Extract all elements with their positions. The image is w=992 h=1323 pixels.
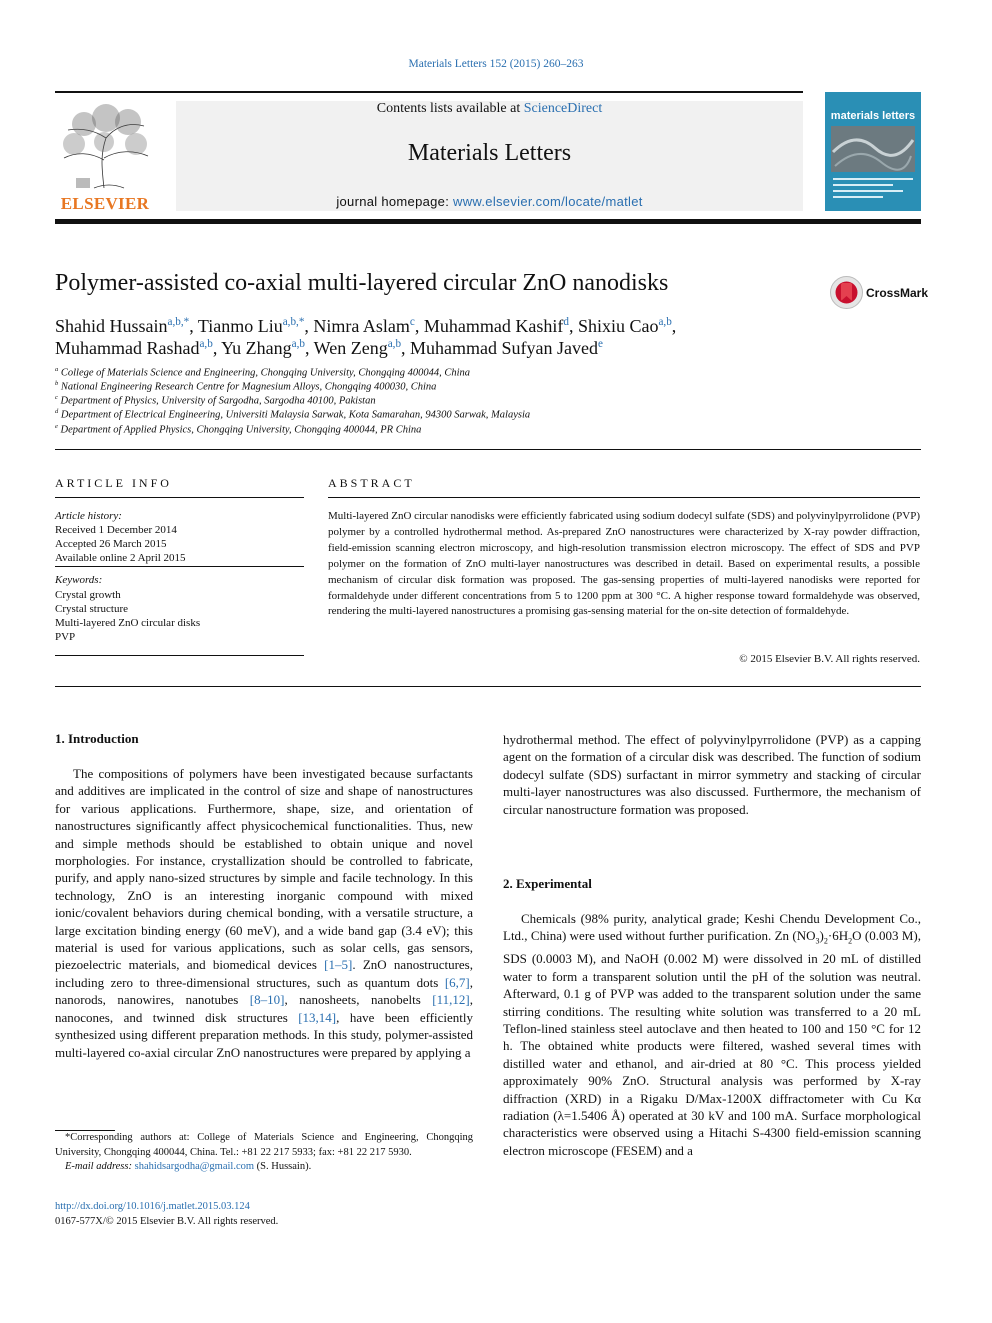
abstract-text: Multi-layered ZnO circular nanodisks were efficiently fabricated using sodium dodecyl sulfate (SDS) and polyvinylpyrrolidone (PVP) polymer by a controlled hydrothermal method. As-prepared ZnO nanostructures were characterized by X-ray powder diffraction, field-emission scanning electron microscopy, and high-resolution transmission electron microscopy. The effect of SDS and PVP polymer on the formation of ZnO multi-layer nanostructures was described in detail. Based on experimental results, a possible mechanism of circular disk formation was proposed. The gas-sensing properties of multi-layered nanodisks were reported for formaldehyde under different concentrations from 5 to 1200 ppm at 300 °C. A higher response toward formaldehyde was observed, rendering the multi-layered nanostructures a promising gas-sensing material for the on-site detection of formaldehyde. <box>328 510 920 618</box>
affiliation-text: National Engineering Research Centre for Magnesium Alloys, Chongqing 400030, China <box>60 381 437 393</box>
subscript: 2 <box>823 937 828 946</box>
experimental-paragraph <box>503 910 921 1159</box>
affiliation-text: College of Materials Science and Engineering, Chongqing University, Chongqing 400044, China <box>60 367 471 379</box>
author-affil-marks[interactable]: a,b <box>199 338 213 350</box>
keyword: Crystal structure <box>55 603 129 615</box>
header-heavy-rule <box>55 219 921 224</box>
contents-prefix: Contents lists available at <box>376 101 524 116</box>
text-run: The compositions of polymers have been investigated because surfactants and additives are implicated in the control of size and shape of nanostructures for various applications. Furthermore, shape, size, and orientation of nanostructures significantly affect physicochemical functionalities. Thus, new and simple methods should be established to obtain unique and novel morphologies. For instance, crystallization should be controlled to fabricate, purify, and apply nano-sized structures by simple and facile technology. In this technology, ZnO is an interesting inorganic compound with mixed ionic/covalent behaviors during chemical bonding, with a versatile structure, a large excitation binding energy (60 meV), and a wide band gap (3.4 eV); this material is used for various applications, such as solar cells, gas sensors, piezoelectric materials, and biomedical devices <box>55 766 473 973</box>
author-name: Yu Zhang <box>221 338 292 358</box>
author-separator: , <box>304 338 314 358</box>
intro-paragraph <box>55 765 473 1061</box>
affiliation-mark: d <box>55 408 59 415</box>
author-affil-marks[interactable]: d <box>563 316 569 328</box>
affiliation-mark: a <box>55 366 59 373</box>
header-top-rule <box>55 91 803 93</box>
received-date: Received 1 December 2014 <box>55 524 177 536</box>
corresponding-author-footnote <box>55 1131 473 1175</box>
journal-citation[interactable]: Materials Letters 152 (2015) 260–263 <box>408 58 584 70</box>
abstract-rule <box>328 497 920 498</box>
author-name: Nimra Aslam <box>313 316 410 336</box>
article-info-heading: ARTICLE INFO <box>55 476 172 490</box>
affiliation-e <box>55 423 421 436</box>
author-name: Muhammad Sufyan Javed <box>410 338 598 358</box>
author-name: Tianmo Liu <box>197 316 283 336</box>
text-run: . ZnO nanostructures, including zero to three-dimensional structures, such as quantum dots <box>55 957 473 990</box>
author-separator: , <box>212 338 222 358</box>
article-info-rule <box>55 497 304 498</box>
author-name: Shahid Hussain <box>55 316 168 336</box>
citation-link[interactable]: [13,14] <box>298 1009 337 1025</box>
text-run: , nanosheets, nanobelts <box>284 992 433 1008</box>
accepted-date: Accepted 26 March 2015 <box>55 538 167 550</box>
journal-homepage-line <box>176 194 803 209</box>
section-rule <box>55 686 921 687</box>
text-run: , have been efficiently synthesized using different preparation methods. In this study, polymer-assisted multi-layered co-axial circular ZnO nanostructures were prepared by applying a <box>55 1009 473 1060</box>
online-date: Available online 2 April 2015 <box>55 552 186 564</box>
keywords-label: Keywords: <box>55 574 103 586</box>
citation-link[interactable]: [8–10] <box>249 992 285 1008</box>
article-info-divider <box>55 566 304 567</box>
intro-continued-paragraph: hydrothermal method. The effect of polyvinylpyrrolidone (PVP) as a capping agent on the formation of a circular disk was described. The function of sodium dodecyl sulfate (SDS) surfactant in mirror symmetry and stacking of circular multi-layer nanostructures was also discussed. Furthermore, the mechanism of circular nanostructure formation was proposed. <box>503 732 921 817</box>
author-affil-marks[interactable]: c <box>409 316 415 328</box>
cover-title: materials letters <box>830 110 916 122</box>
keyword: PVP <box>55 631 76 643</box>
author-name: Shixiu Cao <box>577 316 659 336</box>
affiliation-d <box>55 408 530 421</box>
author-separator: , <box>304 316 314 336</box>
citation-link[interactable]: [1–5] <box>324 957 353 973</box>
footnote-text: *Corresponding authors at: College of Materials Science and Engineering, Chongqing University, Chongqing 400044, China. Tel.: +81 22 217 5933; fax: +81 22 217 5930. <box>55 1132 473 1158</box>
journal-name: Materials Letters <box>407 140 572 166</box>
text-run: Chemicals (98% purity, analytical grade; Keshi Chendu Development Co., Ltd., China) were used without further purification. Zn (NO <box>503 911 921 944</box>
email-label: E-mail address: <box>65 1161 135 1172</box>
author-separator: , <box>671 316 677 336</box>
paper-title: Polymer-assisted co-axial multi-layered circular ZnO nanodisks <box>55 270 669 296</box>
crossmark-label[interactable]: CrossMark <box>866 286 929 300</box>
text-run: ·6H <box>827 928 849 944</box>
intro-heading: 1. Introduction <box>55 731 139 746</box>
text-run: , nanorods, nanowires, nanotubes <box>55 974 473 1008</box>
author-affil-marks[interactable]: e <box>598 338 603 350</box>
affiliation-text: Department of Electrical Engineering, Universiti Malaysia Sarwak, Kota Samarahan, 94300 Sarwak, Malaysia <box>60 409 531 421</box>
author-separator: , <box>414 316 424 336</box>
citation-link[interactable]: [6,7] <box>444 974 470 990</box>
doi-link[interactable]: http://dx.doi.org/10.1016/j.matlet.2015.03.124 <box>55 1201 250 1212</box>
author-list-line-2 <box>55 333 603 359</box>
author-name: Wen Zeng <box>313 338 388 358</box>
affiliation-mark: b <box>55 380 59 387</box>
abstract-copyright: © 2015 Elsevier B.V. All rights reserved. <box>739 653 920 665</box>
author-affil-marks[interactable]: a,b <box>658 316 672 328</box>
affiliation-text: Department of Physics, University of Sargodha, Sargodha 40100, Pakistan <box>60 395 376 407</box>
affiliation-mark: e <box>55 423 58 430</box>
text-run: , nanocones, and twinned disk structures <box>55 992 473 1025</box>
email-link[interactable]: shahidsargodha@gmail.com <box>134 1161 255 1172</box>
homepage-link[interactable]: www.elsevier.com/locate/matlet <box>453 194 643 209</box>
citation-link[interactable]: [11,12] <box>432 992 470 1008</box>
section-rule <box>55 449 921 450</box>
text-run: ) <box>819 928 824 944</box>
text-run: O (0.003 M), SDS (0.0003 M), and NaOH (0.002 M) were dissolved in 20 mL of distilled water to form a transparent solution until the pH of the solution was neutral. Afterward, 0.1 g of PVP was added to the transparent solution under the same stirring conditions. The resulting white solution was transferred to a 20 mL Teflon-lined stainless steel autoclave and then heated to 100 and 150 °C for 12 h. The obtained white products were filtered, washed several times with distilled water and ethanol, and air-dried at 80 °C. This process yielded approximately 90% ZnO. Structural analysis was performed by X-ray diffraction (XRD) in a Rigaku D/Max-1200X diffractometer with Cu Kα radiation (λ=1.5406 Å) operated at 30 kV and 100 mA. Surface morphological characteristics were observed using a Hitachi S-4300 field-emission scanning electron microscope (FESEM) and a <box>503 928 921 1158</box>
author-separator: , <box>189 316 198 336</box>
author-separator: , <box>568 316 578 336</box>
author-affil-marks[interactable]: a,b <box>291 338 305 350</box>
email-suffix: (S. Hussain). <box>254 1161 312 1172</box>
author-affil-marks[interactable]: a,b,* <box>282 316 305 328</box>
keyword: Multi-layered ZnO circular disks <box>55 617 201 629</box>
sciencedirect-link[interactable]: ScienceDirect <box>523 101 603 116</box>
affiliation-c <box>55 394 376 407</box>
author-name: Muhammad Kashif <box>423 316 564 336</box>
homepage-prefix: journal homepage: <box>336 194 454 209</box>
experimental-heading: 2. Experimental <box>503 876 592 891</box>
affiliation-text: Department of Applied Physics, Chongqing University, Chongqing 400044, PR China <box>60 424 422 436</box>
author-name: Muhammad Rashad <box>55 338 200 358</box>
affiliation-b <box>55 380 436 393</box>
contents-line <box>176 101 803 117</box>
subscript: 2 <box>848 937 853 946</box>
author-affil-marks[interactable]: a,b <box>387 338 402 350</box>
subscript: 3 <box>815 937 820 946</box>
history-label: Article history: <box>55 510 122 522</box>
author-affil-marks[interactable]: a,b,* <box>167 316 190 328</box>
abstract-heading: ABSTRACT <box>328 476 415 490</box>
crossmark-icon[interactable] <box>829 275 864 310</box>
elsevier-wordmark: ELSEVIER <box>60 194 150 213</box>
affiliation-a <box>55 366 470 379</box>
article-info-bottom-rule <box>55 655 304 656</box>
keyword: Crystal growth <box>55 589 121 601</box>
affiliation-mark: c <box>55 394 58 401</box>
issn-copyright: 0167-577X/© 2015 Elsevier B.V. All rights reserved. <box>55 1216 279 1227</box>
author-separator: , <box>401 338 411 358</box>
